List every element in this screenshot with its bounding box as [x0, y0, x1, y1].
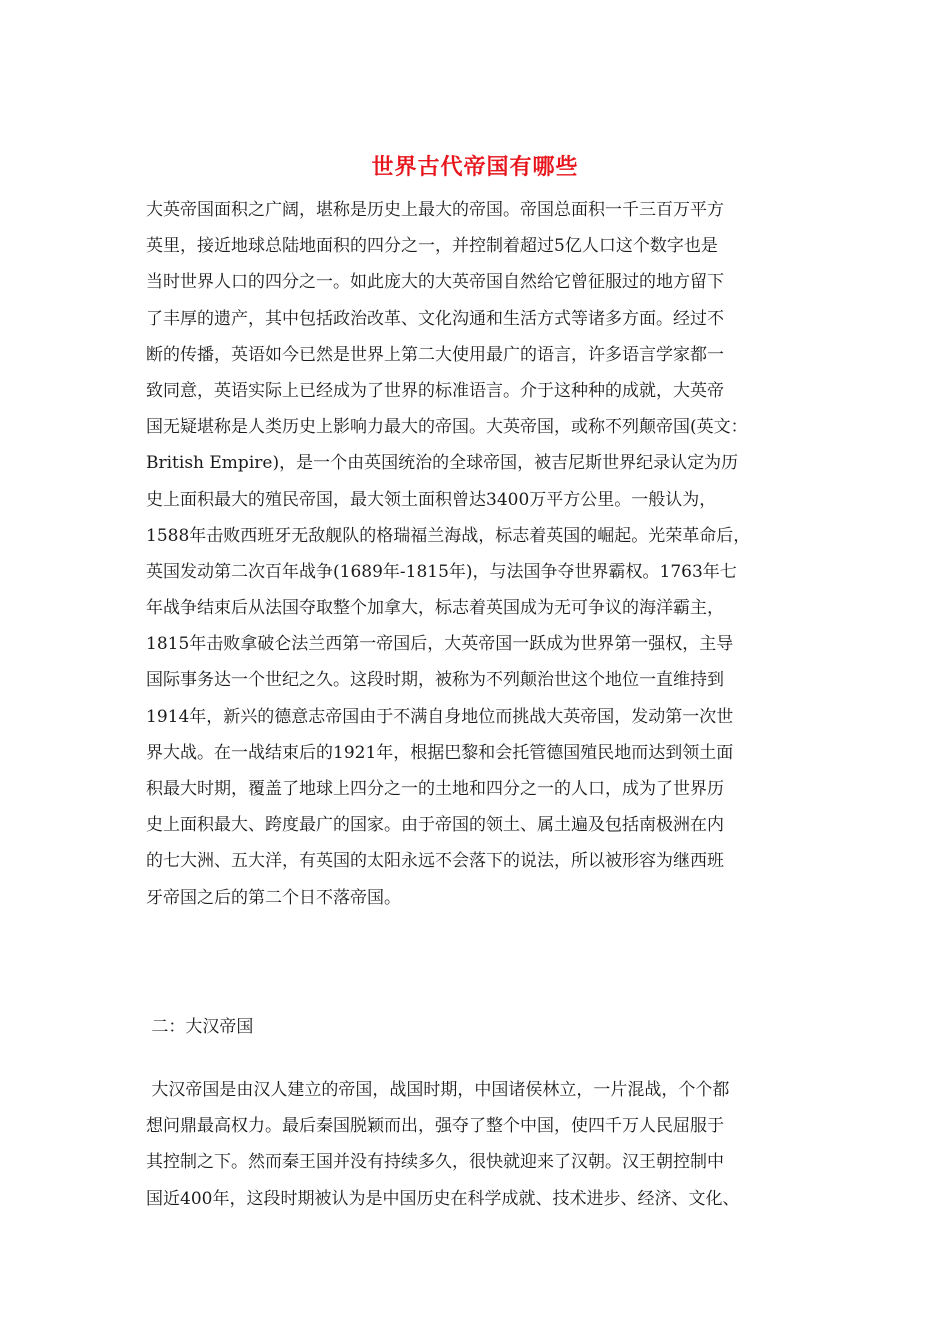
text-line: 了丰厚的遗产，其中包括政治改革、文化沟通和生活方式等诸多方面。经过不 — [146, 308, 724, 329]
section-heading-han-empire: 二：大汉帝国 — [146, 1017, 254, 1037]
text-line: 界大战。在一战结束后的1921年，根据巴黎和会托管德国殖民地而达到领土面 — [146, 742, 734, 763]
text-line: 英国发动第二次百年战争(1689年-1815年)，与法国争夺世界霸权。1763年七 — [146, 561, 737, 582]
text-line: 国近400年，这段时期被认为是中国历史在科学成就、技术进步、经济、文化、 — [146, 1188, 740, 1209]
text-line: British Empire)，是一个由英国统治的全球帝国，被吉尼斯世界纪录认定为历 — [146, 453, 739, 474]
text-line: 积最大时期，覆盖了地球上四分之一的土地和四分之一的人口，成为了世界历 — [146, 779, 724, 799]
text-line: 大英帝国面积之广阔，堪称是历史上最大的帝国。帝国总面积一千三百万平方 — [146, 200, 724, 220]
text-line: 1914年，新兴的德意志帝国由于不满自身地位而挑战大英帝国，发动第一次世 — [146, 706, 734, 727]
text-line: 其控制之下。然而秦王国并没有持续多久，很快就迎来了汉朝。汉王朝控制中 — [146, 1152, 724, 1173]
text-line: 英里，接近地球总陆地面积的四分之一，并控制着超过5亿人口这个数字也是 — [146, 236, 718, 257]
text-line: 史上面积最大的殖民帝国，最大领土面积曾达3400万平方公里。一般认为， — [146, 489, 717, 510]
text-line: 当时世界人口的四分之一。如此庞大的大英帝国自然给它曾征服过的地方留下 — [146, 272, 724, 293]
text-line: 史上面积最大、跨度最广的国家。由于帝国的领土、属土遍及包括南极洲在内 — [146, 815, 724, 836]
text-line: 断的传播，英语如今已然是世界上第二大使用最广的语言，许多语言学家都一 — [146, 344, 724, 365]
text-line: 牙帝国之后的第二个日不落帝国。 — [146, 887, 401, 908]
text-line: 致同意，英语实际上已经成为了世界的标准语言。介于这种种的成就，大英帝 — [146, 380, 724, 401]
text-line: 国无疑堪称是人类历史上影响力最大的帝国。大英帝国，或称不列颠帝国(英文： — [146, 417, 748, 438]
paragraph-han-empire — [146, 1072, 806, 1217]
text-line: 国际事务达一个世纪之久。这段时期，被称为不列颠治世这个地位一直维持到 — [146, 670, 724, 691]
text-line: 想问鼎最高权力。最后秦国脱颖而出，强夺了整个中国，使四千万人民屈服于 — [146, 1116, 724, 1137]
text-line: 年战争结束后从法国夺取整个加拿大，标志着英国成为无可争议的海洋霸主， — [146, 598, 724, 619]
text-line: 的七大洲、五大洋，有英国的太阳永远不会落下的说法，所以被形容为继西班 — [146, 851, 724, 872]
document-title: 世界古代帝国有哪些 — [371, 155, 579, 180]
text-line: 1815年击败拿破仑法兰西第一帝国后，大英帝国一跃成为世界第一强权，主导 — [146, 634, 734, 655]
text-line: 1588年击败西班牙无敌舰队的格瑞福兰海战，标志着英国的崛起。光荣革命后， — [146, 525, 751, 546]
paragraph-british-empire — [146, 192, 806, 916]
text-line: 大汉帝国是由汉人建立的帝国，战国时期，中国诸侯林立，一片混战，个个都 — [146, 1080, 730, 1100]
